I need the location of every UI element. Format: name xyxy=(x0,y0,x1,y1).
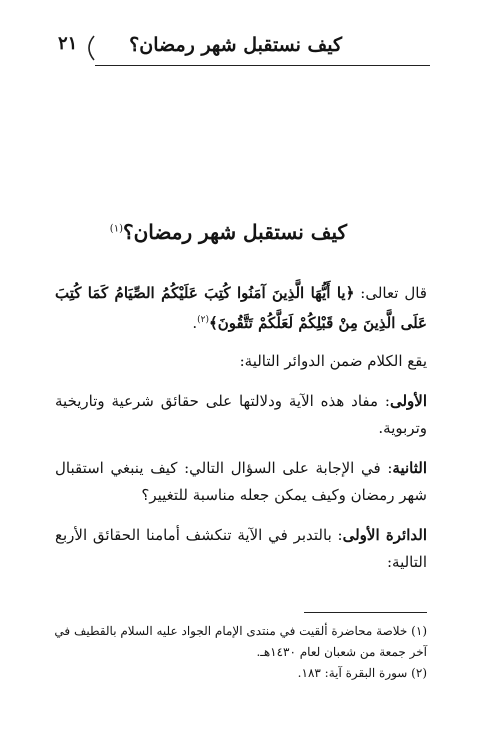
chapter-title xyxy=(110,220,347,244)
footnote-2: (٢) سورة البقرة آية: ١٨٣. xyxy=(297,666,427,680)
footnote-1: (١) خلاصة محاضرة ألقيت في منتدى الإمام الجواد عليه السلام بالقطيف في آخر جمعة من شعبان لعام ١٤٣٠هـ. xyxy=(54,624,427,659)
page-number-bracket xyxy=(82,35,97,61)
first-circle-text: : مفاد هذه الآية ودلالتها على حقائق شرعية وتاريخية وتربوية. xyxy=(55,392,427,437)
first-circle-detail-label: الدائرة الأولى xyxy=(342,526,427,544)
paragraph-first-circle xyxy=(55,388,427,442)
second-circle-text: : في الإجابة على السؤال التالي: كيف ينبغي استقبال شهر رمضان وكيف يمكن جعله مناسبة للتغيير؟ xyxy=(55,459,427,504)
paragraph-second-circle xyxy=(55,455,427,509)
paragraph-first-circle-detail xyxy=(55,522,427,576)
footnote-rule xyxy=(304,612,427,613)
header-rule xyxy=(95,65,430,66)
verse-end: . xyxy=(192,314,198,332)
verse-lead: قال تعالى: xyxy=(354,284,427,302)
running-header-title: كيف نستقبل شهر رمضان؟ xyxy=(129,34,342,56)
second-circle-label: الثانية xyxy=(392,459,427,477)
chapter-title-text: كيف نستقبل شهر رمضان؟ xyxy=(122,220,347,244)
quran-verse: ﴿يا أَيُّهَا الَّذِينَ آمَنُوا كُتِبَ عَلَيْكُمُ الصِّيَامُ كَمَا كُتِبَ عَلَى الَّذِينَ مِنْ قَبْلِكُمْ لَعَلَّكُمْ تَتَّقُونَ﴾ xyxy=(55,284,427,332)
first-circle-detail-text: : بالتدبر في الآية تنكشف أمامنا الحقائق الأربع التالية: xyxy=(55,526,427,571)
chapter-footnote-ref: (١) xyxy=(109,223,123,235)
first-circle-label: الأولى xyxy=(389,392,427,410)
verse-footnote-ref: (٢) xyxy=(197,315,209,325)
paragraph-intro: يقع الكلام ضمن الدوائر التالية: xyxy=(239,352,427,370)
page-number: ٢١ xyxy=(58,33,78,54)
paragraph-verse xyxy=(55,280,427,337)
